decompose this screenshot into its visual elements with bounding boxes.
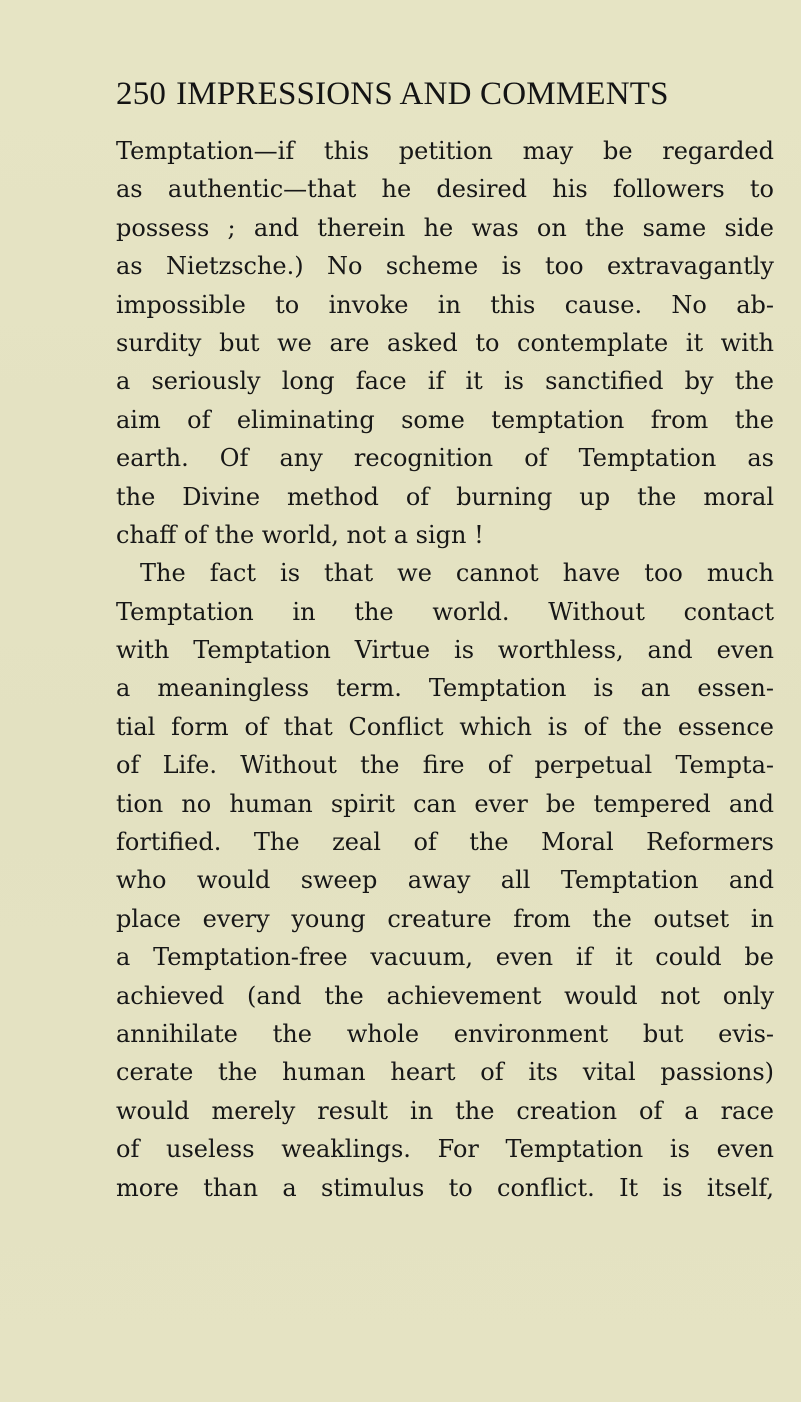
text-line: tion no human spirit can ever be tempered and (116, 789, 774, 818)
text-line: earth. Of any recognition of Temptation as (116, 444, 774, 473)
text-line: more than a stimulus to conflict. It is itself, (116, 1173, 774, 1202)
text-line: achieved (and the achievement would not only (116, 981, 774, 1010)
text-line: who would sweep away all Temptation and (116, 866, 774, 895)
running-head-title: IMPRESSIONS AND COMMENTS (176, 76, 669, 112)
text-line: cerate the human heart of its vital passions) (116, 1058, 774, 1087)
running-head (116, 74, 716, 114)
text-line: aim of eliminating some temptation from the (116, 405, 774, 434)
body-text (116, 132, 774, 1207)
paragraph-first-line: The fact is that we cannot have too much (140, 559, 774, 588)
text-line: possess ; and therein he was on the same side (116, 213, 774, 242)
text-line: of Life. Without the fire of perpetual Tempta- (116, 751, 774, 780)
text-line: the Divine method of burning up the moral (116, 482, 774, 511)
text-line: tial form of that Conflict which is of the essence (116, 712, 774, 741)
text-line: would merely result in the creation of a race (116, 1096, 774, 1125)
text-line: surdity but we are asked to contemplate it with (116, 328, 774, 357)
text-line: a meaningless term. Temptation is an essen- (116, 674, 774, 703)
page-number: 250 (116, 76, 167, 112)
text-line: Temptation—if this petition may be regarded (116, 137, 774, 165)
text-line: impossible to invoke in this cause. No ab- (116, 290, 774, 319)
text-line: with Temptation Virtue is worthless, and even (116, 636, 774, 665)
text-line: as Nietzsche.) No scheme is too extravagantly (116, 252, 774, 281)
text-line: a seriously long face if it is sanctified by the (116, 367, 774, 396)
text-line: fortified. The zeal of the Moral Reformers (116, 828, 774, 857)
text-line: Temptation in the world. Without contact (116, 597, 774, 626)
text-line: as authentic—that he desired his followers to (116, 175, 774, 204)
text-line: annihilate the whole environment but evis- (116, 1019, 774, 1048)
text-line: of useless weaklings. For Temptation is even (116, 1135, 774, 1164)
paragraph-end-line: chaff of the world, not a sign ! (116, 520, 484, 549)
text-line: a Temptation-free vacuum, even if it could be (116, 943, 774, 972)
text-line: place every young creature from the outset in (116, 904, 774, 933)
